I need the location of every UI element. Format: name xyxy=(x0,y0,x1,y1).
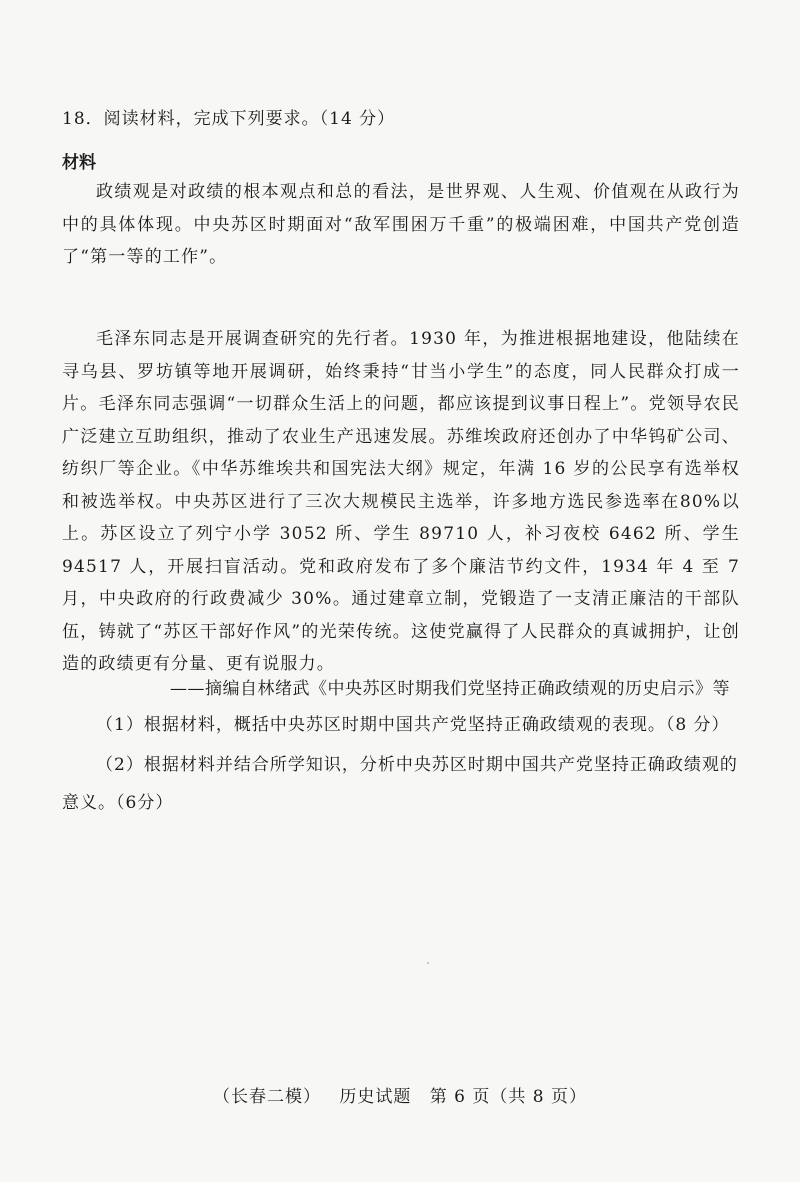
sub-question-1: （1）根据材料，概括中央苏区时期中国共产党坚持正确政绩观的表现。（8 分） xyxy=(96,715,730,735)
question-header: 18．阅读材料，完成下列要求。（14 分） xyxy=(62,109,396,129)
material-paragraph: 政绩观是对政绩的根本观点和总的看法，是世界观、人生观、价值观在从政行为中的具体体现。中央苏区时期面对“敌军围困万千重”的极端困难，中国共产党创造了“第一等的工作”。 xyxy=(62,182,740,267)
material-paragraph: 毛泽东同志是开展调查研究的先行者。1930 年，为推进根据地建设，他陆续在寻乌县、罗坊镇等地开展调研，始终秉持“甘当小学生”的态度，同人民群众打成一片。毛泽东同志强调“一切群众生活上的问题，都应该提到议事日程上”。党领导农民广泛建立互助组织，推动了农业生产迅速发展。苏维埃政府还创办了中华钨矿公司、纺织厂等企业。《中华苏维埃共和国宪法大纲》规定，年满 16 岁的公民享有选举权和被选举权。中央苏区进行了三次大规模民主选举，许多地方选民参选率在80%以上。苏区设立了列宁小学 3052 所、学生 89710 人，补习夜校 6462 所、学生 94517 人，开展扫盲活动。党和政府发布了多个廉洁节约文件，1934 年 4 至 7 月，中央政府的行政费减少 30%。通过建章立制，党锻造了一支清正廉洁的干部队伍，铸就了“苏区干部好作风”的光荣传统。这使党赢得了人民群众的真诚拥护，让创造的政绩更有分量、更有说服力。 xyxy=(62,329,740,674)
source-citation: ——摘编自林绪武《中央苏区时期我们党坚持正确政绩观的历史启示》等 xyxy=(170,679,730,699)
material-label: 材料 xyxy=(62,153,96,173)
footer-exam-name: （长春二模） xyxy=(212,1087,321,1107)
footer-page-number: 第 6 页（共 8 页） xyxy=(429,1087,588,1107)
page-footer xyxy=(0,1082,800,1107)
sub-question-2: （2）根据材料并结合所学知识，分析中央苏区时期中国共产党坚持正确政绩观的意义。（6分） xyxy=(62,755,738,813)
scan-speck xyxy=(427,962,429,964)
footer-subject: 历史试题 xyxy=(339,1087,412,1107)
